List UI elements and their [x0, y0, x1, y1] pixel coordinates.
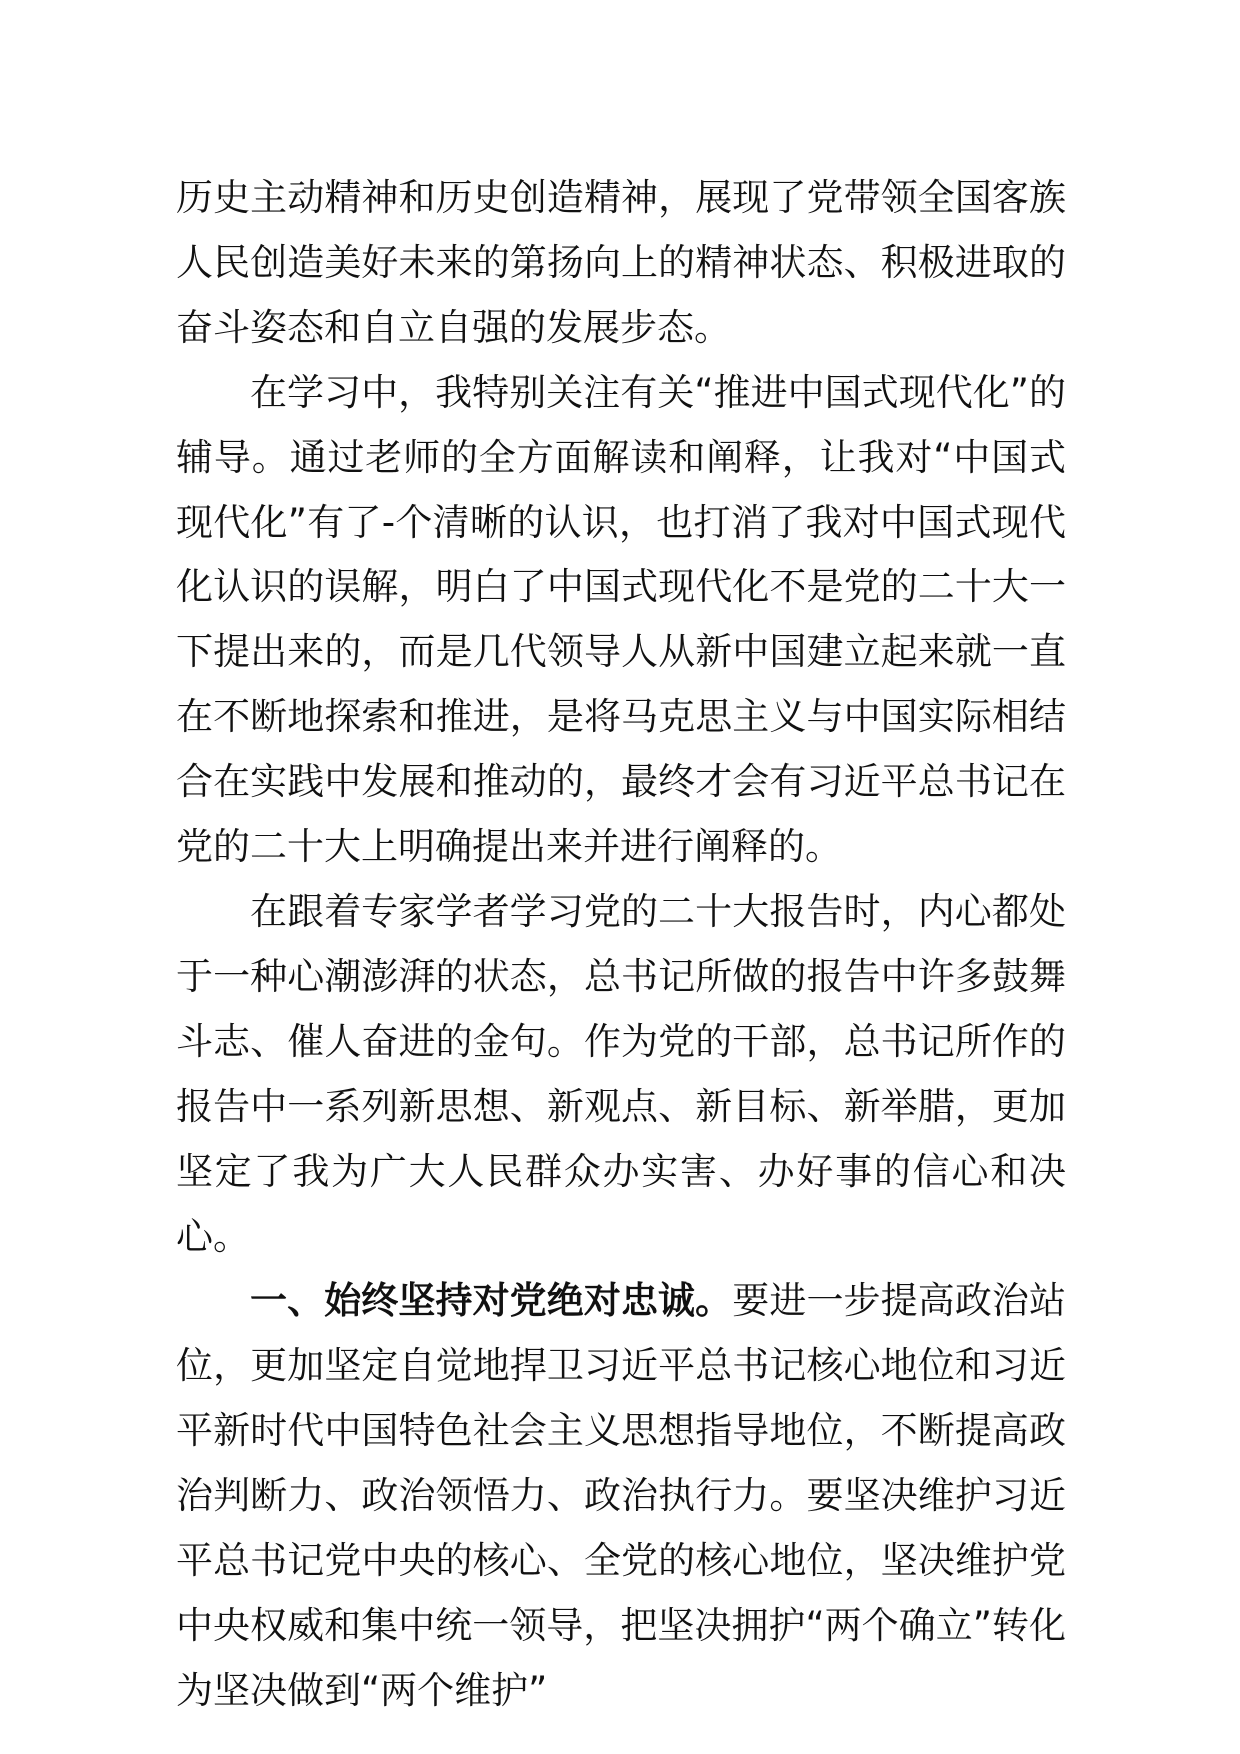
section-heading: 一、始终坚持对党绝对忠诚。 — [250, 1279, 733, 1323]
document-body — [176, 166, 1066, 1724]
paragraph-1-text: 历史主动精神和历史创造精神，展现了党带领全国客族人民创造美好未来的第扬向上的精神状态、积极进取的奋斗姿态和自立自强的发展步态。 — [176, 176, 1066, 349]
paragraph-2 — [176, 361, 1066, 880]
paragraph-4-text: 要进一步提高政治站位，更加坚定自觉地捍卫习近平总书记核心地位和习近平新时代中国特色社会主义思想指导地位，不断提高政治判断力、政治领悟力、政治执行力。要坚决维护习近平总书记党中央的核心、全党的核心地位，坚决维护党中央权威和集中统一领导，把坚决拥护“两个确立”转化为坚决做到“两个维护” — [176, 1279, 1067, 1712]
paragraph-3 — [176, 880, 1066, 1269]
paragraph-3-text: 在跟着专家学者学习党的二十大报告时，内心都处于一种心潮澎湃的状态，总书记所做的报告中许多鼓舞斗志、催人奋进的金句。作为党的干部，总书记所作的报告中一系列新思想、新观点、新目标、新举腊，更加坚定了我为广大人民群众办实害、办好事的信心和决心。 — [176, 889, 1066, 1258]
paragraph-1 — [176, 166, 1066, 361]
paragraph-2-text: 在学习中，我特别关注有关“推进中国式现代化”的辅导。通过老师的全方面解读和阐释，让我对“中国式现代化”有了-个清晰的认识，也打消了我对中国式现代化认识的误解，明白了中国式现代化不是党的二十大一下提出来的，而是几代领导人从新中国建立起来就一直在不断地探索和推进，是将马克思主义与中国实际相结合在实践中发展和推动的，最终才会有习近平总书记在党的二十大上明确提出来并进行阐释的。 — [176, 370, 1066, 869]
paragraph-4 — [176, 1269, 1066, 1723]
